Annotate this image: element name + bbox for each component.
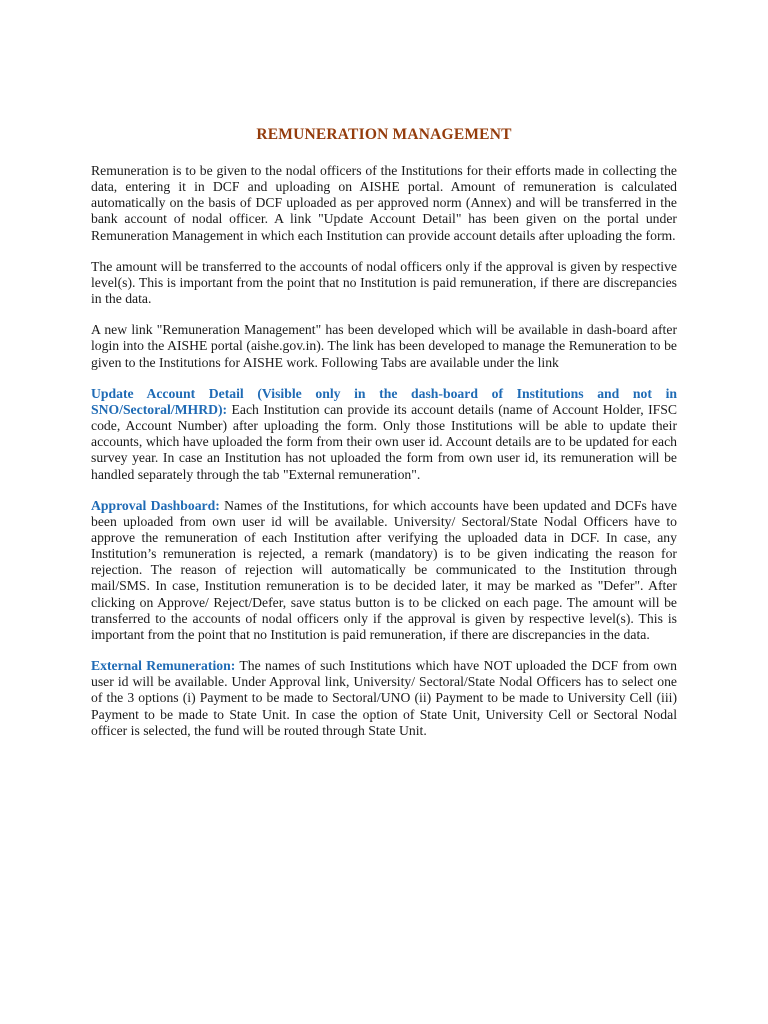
external-remuneration-section bbox=[91, 658, 677, 739]
new-link-paragraph: A new link "Remuneration Management" has been developed which will be available in dash-board after login into the AISHE portal (aishe.gov.in). The link has been developed to manage the Remuneration to be given to the Institutions for AISHE work. Following Tabs are available under the link bbox=[91, 322, 677, 370]
document-page bbox=[91, 126, 677, 754]
external-remuneration-heading: External Remuneration: bbox=[91, 658, 236, 674]
approval-dashboard-heading: Approval Dashboard: bbox=[91, 497, 220, 513]
external-remuneration-body: The names of such Institutions which have NOT uploaded the DCF from own user id will be available. Under Approval link, University/ Sectoral/State Nodal Officers has to select one of the 3 options (i) Payment to be made to Sectoral/UNO (ii) Payment to be made to University Cell (iii) Payment to be made to State Unit. In case the option of State Unit, University Cell or Sectoral Nodal officer is selected, the fund will be routed through State Unit. bbox=[91, 658, 677, 738]
approval-dashboard-body: Names of the Institutions, for which accounts have been updated and DCFs have been uploaded from own user id will be available. University/ Sectoral/State Nodal Officers have to approve the remuneration of each Institution after verifying the uploaded data in DCF. In case, any Institution’s remuneration is rejected, a remark (mandatory) is to be given indicating the reason for rejection. The reason of rejection will automatically be communicated to the Institution through mail/SMS. In case, Institution remuneration is to be decided later, it may be marked as "Defer". After clicking on Approve/ Reject/Defer, save status button is to be clicked on each page. The amount will be transferred to the accounts of nodal officers only if the approval is given by respective level(s). This is important from the point that no Institution is paid remuneration, if there are discrepancies in the data. bbox=[91, 497, 677, 642]
approval-note-paragraph: The amount will be transferred to the accounts of nodal officers only if the approval is given by respective level(s). This is important from the point that no Institution is paid remuneration, if there are discrepancies in the data. bbox=[91, 258, 677, 307]
update-account-heading: Update Account Detail (Visible only in the dash-board of Institutions and not in SNO/Sectoral/MHRD): bbox=[91, 385, 677, 417]
update-account-section bbox=[91, 386, 677, 483]
page-title: REMUNERATION MANAGEMENT bbox=[256, 126, 512, 143]
approval-dashboard-section bbox=[91, 498, 677, 643]
intro-paragraph: Remuneration is to be given to the nodal officers of the Institutions for their efforts made in collecting the data, entering it in DCF and uploading on AISHE portal. Amount of remuneration is calculated automatically on the basis of DCF uploaded as per approved norm (Annex) and will be transferred in the bank account of nodal officer. A link "Update Account Detail" has been given on the portal under Remuneration Management in which each Institution can provide account details after uploading the form. bbox=[91, 163, 677, 243]
update-account-body: Each Institution can provide its account details (name of Account Holder, IFSC code, Account Number) after uploading the form. Only those Institutions will be able to update their accounts, which have uploaded the form from their own user id. Account details are to be updated for each survey year. In case an Institution has not uploaded the form from own user id, its remuneration will be handled separately through the tab "External remuneration". bbox=[91, 401, 677, 482]
